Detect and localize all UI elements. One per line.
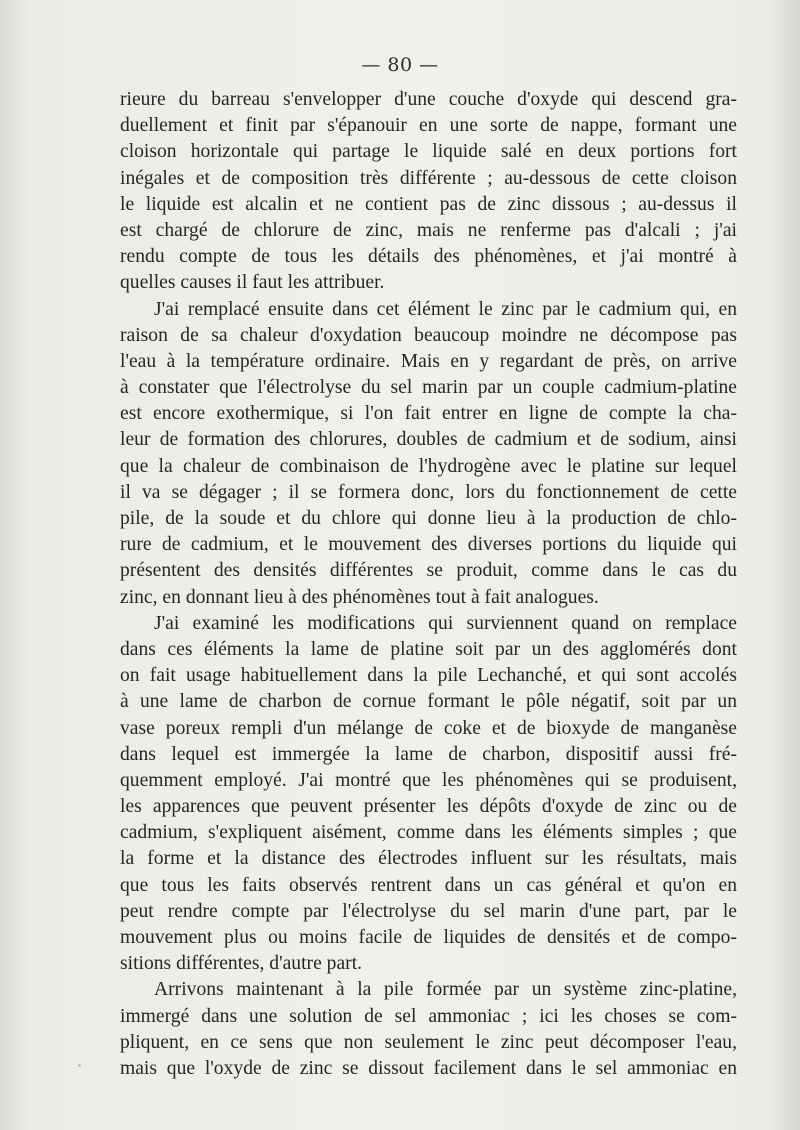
text-line: peut rendre compte par l'électrolyse du sel marin d'une part, par le bbox=[120, 900, 737, 922]
text-line: les apparences que peuvent présenter les dépôts d'oxyde de zinc ou de bbox=[120, 796, 737, 818]
paragraph-start-line: Arrivons maintenant à la pile formée par un système zinc-platine, bbox=[154, 979, 737, 1001]
text-line: présentent des densités différentes se produit, comme dans le cas du bbox=[120, 560, 737, 582]
text-line: l'eau à la température ordinaire. Mais en y regardant de près, on arrive bbox=[120, 350, 737, 372]
text-line: rendu compte de tous les détails des phénomènes, et j'ai montré à bbox=[120, 246, 737, 268]
ink-speck bbox=[78, 1064, 81, 1067]
text-line: on fait usage habituellement dans la pile Lechanché, et qui sont accolés bbox=[120, 665, 737, 687]
text-line: la forme et la distance des électrodes influent sur les résultats, mais bbox=[120, 848, 737, 870]
text-line: inégales et de composition très différente ; au-dessous de cette cloison bbox=[120, 167, 737, 189]
text-line: que la chaleur de combinaison de l'hydrogène avec le platine sur lequel bbox=[120, 455, 737, 477]
text-line: à une lame de charbon de cornue formant le pôle négatif, soit par un bbox=[120, 691, 737, 713]
paragraph-start-line: J'ai examiné les modifications qui surviennent quand on remplace bbox=[154, 612, 737, 634]
text-line: zinc, en donnant lieu à des phénomènes tout à fait analogues. bbox=[120, 586, 599, 608]
page-number: — 80 — bbox=[361, 54, 439, 76]
text-line: quemment employé. J'ai montré que les phénomènes qui se produisent, bbox=[120, 769, 737, 791]
text-line: vase poreux rempli d'un mélange de coke et de bioxyde de manganèse bbox=[120, 717, 737, 739]
text-line: le liquide est alcalin et ne contient pas de zinc dissous ; au-dessus il bbox=[120, 193, 737, 215]
text-line: est chargé de chlorure de zinc, mais ne renferme pas d'alcali ; j'ai bbox=[120, 219, 737, 241]
text-line: il va se dégager ; il se formera donc, lors du fonctionnement de cette bbox=[120, 481, 737, 503]
text-line: dans ces éléments la lame de platine soit par un des agglomérés dont bbox=[120, 638, 737, 660]
text-line: immergé dans une solution de sel ammoniac ; ici les choses se com- bbox=[120, 1005, 737, 1027]
text-line: quelles causes il faut les attribuer. bbox=[120, 272, 385, 294]
text-line: que tous les faits observés rentrent dans un cas général et qu'on en bbox=[120, 874, 737, 896]
text-line: raison de sa chaleur d'oxydation beaucoup moindre ne décompose pas bbox=[120, 324, 737, 346]
text-line: mouvement plus ou moins facile de liquides de densités et de compo- bbox=[120, 927, 737, 948]
text-line: pile, de la soude et du chlore qui donne lieu à la production de chlo- bbox=[120, 508, 737, 529]
body-text bbox=[120, 87, 737, 1082]
text-line: sitions différentes, d'autre part. bbox=[120, 953, 363, 975]
paragraph-start-line: J'ai remplacé ensuite dans cet élément le zinc par le cadmium qui, en bbox=[154, 298, 737, 320]
text-line: duellement et finit par s'épanouir en une sorte de nappe, formant une bbox=[120, 115, 737, 137]
text-line: cloison horizontale qui partage le liquide salé en deux portions fort bbox=[120, 141, 737, 163]
text-line: leur de formation des chlorures, doubles de cadmium et de sodium, ainsi bbox=[120, 429, 737, 451]
text-line: cadmium, s'expliquent aisément, comme dans les éléments simples ; que bbox=[120, 822, 737, 844]
text-line: rure de cadmium, et le mouvement des diverses portions du liquide qui bbox=[120, 534, 737, 556]
text-line: dans lequel est immergée la lame de charbon, dispositif aussi fré- bbox=[120, 743, 737, 765]
text-line: rieure du barreau s'envelopper d'une couche d'oxyde qui descend gra- bbox=[120, 89, 737, 110]
text-line: mais que l'oxyde de zinc se dissout facilement dans le sel ammoniac en bbox=[120, 1057, 737, 1079]
text-line: pliquent, en ce sens que non seulement le zinc peut décomposer l'eau, bbox=[120, 1031, 737, 1053]
text-line: est encore exothermique, si l'on fait entrer en ligne de compte la cha- bbox=[120, 403, 737, 425]
text-line: à constater que l'électrolyse du sel marin par un couple cadmium-platine bbox=[120, 377, 737, 399]
